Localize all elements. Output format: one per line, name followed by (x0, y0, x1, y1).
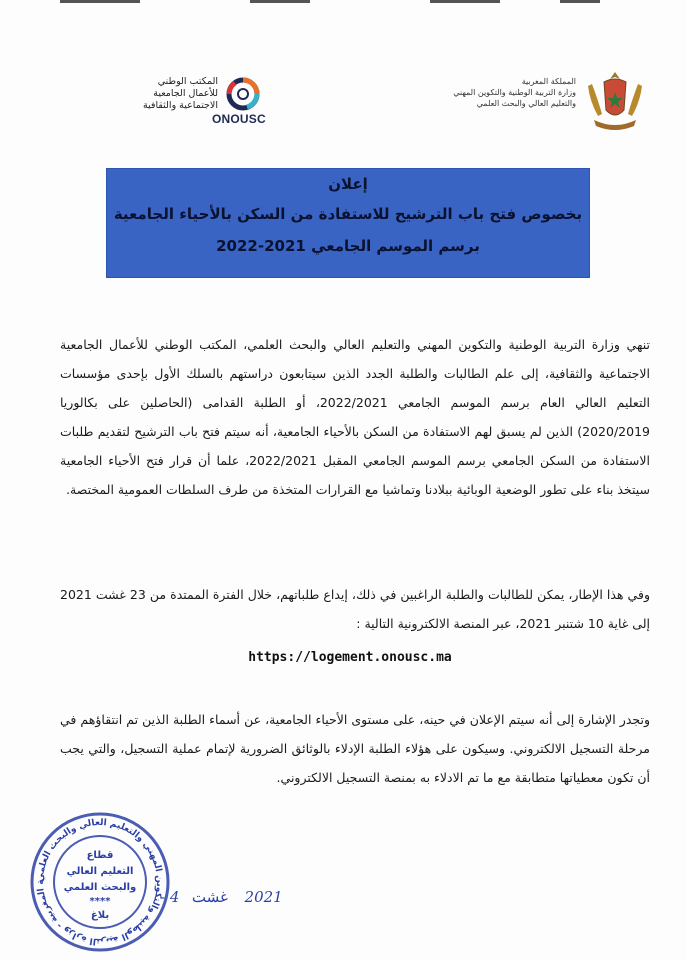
scan-edge-marks (0, 0, 686, 10)
stamp-date (160, 888, 283, 906)
announcement-banner (106, 168, 590, 278)
ministry-header (401, 70, 646, 140)
office-line: المكتب الوطني (157, 76, 218, 87)
stamp-stars: **** (89, 896, 111, 907)
platform-link[interactable]: https://logement.onousc.ma (248, 650, 452, 665)
onousc-brand: ONOUSC (212, 112, 266, 126)
onousc-header (130, 72, 350, 132)
ministry-line: وزارة التربية الوطنية والتكوين المهني (453, 88, 576, 97)
date-day: 4 - (160, 888, 180, 906)
date-month: غشت (191, 889, 228, 906)
office-line: للأعمال الجامعية (153, 88, 218, 99)
ministry-line: والتعليم العالي والبحث العلمي (476, 99, 576, 108)
stamp-line: والبحث العلمي (63, 882, 137, 893)
paragraph-application-period (60, 580, 650, 638)
stamp-line: التعليم العالي (66, 866, 134, 877)
stamp-line: بلاغ (90, 910, 110, 921)
ministry-name (396, 76, 576, 109)
stamp-ring-text: ة المغربية - وزارة التربية الوطنية والتكوين المهني والتعليم العالي والبحث العلمي (35, 817, 165, 947)
paragraph-application-text: وفي هذا الإطار، يمكن للطالبات والطلبة الراغبين في ذلك، إيداع طلباتهم، خلال الفترة الممتدة من 23 غشت 2021 إلى غاية 10 شتنبر 2021، عبر المنصة الالكترونية التالية : (60, 587, 650, 631)
date-year: 2021 (244, 888, 283, 906)
stamp-seal-icon (28, 810, 173, 955)
paragraph-registration-notice (60, 705, 650, 792)
office-name (130, 76, 218, 112)
announcement-subject: بخصوص فتح باب الترشيح للاستفادة من السكن بالأحياء الجامعية (113, 205, 583, 223)
announcement-title: إعلان (328, 175, 368, 193)
onousc-logo-icon (225, 76, 261, 112)
paragraph-intro-text: تنهي وزارة التربية الوطنية والتكوين المهني والتعليم العالي والبحث العلمي، المكتب الوطني للأعمال الجامعية الاجتماعية والثقافية، إلى علم الطالبات والطلبة الجدد الذين سيتابعون دراستهم بالسلك الأول بإحدى مؤسسات التعليم العالي العام برسم الموسم الجامعي 2022/2021، أو الطلبة القدامى (الحاصلين على بكالوريا 2020/2019) الذين لم يسبق لهم الاستفادة من السكن بالأحياء الجامعية، أنه سيتم فتح باب الترشيح لتقديم طلبات الاستفادة من السكن الجامعي برسم الموسم الجامعي المقبل 2022/2021، علما أن قرار فتح الأحياء الجامعية سيتخذ بناء على تطور الوضعية الوبائية ببلادنا وتماشيا مع القرارات المتخذة من طرف السلطات العمومية المختصة. (60, 337, 650, 497)
paragraph-registration-text: وتجدر الإشارة إلى أنه سيتم الإعلان في حينه، على مستوى الأحياء الجامعية، عن أسماء الطلبة الذين تم انتقاؤهم في مرحلة التسجيل الالكتروني. وسيكون على هؤلاء الطلبة الإدلاء بالوثائق الضرورية لإتمام عملية التسجيل، والتي يجب أن تكون معطياتها متطابقة مع ما تم الادلاء به بمنصة التسجيل الالكتروني. (60, 712, 650, 785)
stamp-line: قطاع (86, 850, 114, 861)
moroccan-coat-of-arms-icon (584, 70, 646, 134)
announcement-season: برسم الموسم الجامعي 2021-2022 (216, 237, 480, 255)
paragraph-intro (60, 330, 650, 504)
office-line: الاجتماعية والثقافية (142, 100, 218, 111)
official-stamp (28, 810, 173, 955)
ministry-line: المملكة المغربية (521, 77, 576, 86)
